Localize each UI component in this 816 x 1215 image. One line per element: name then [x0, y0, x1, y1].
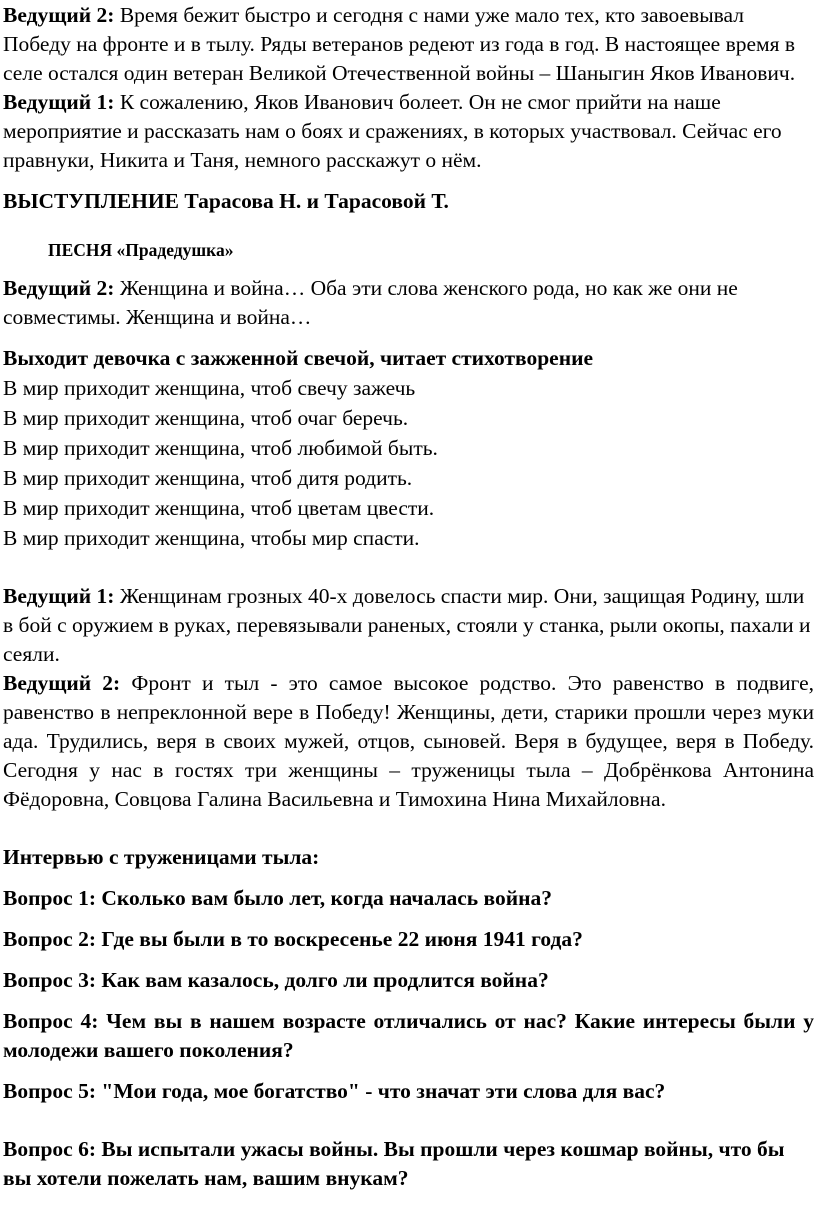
question-1: Вопрос 1: Сколько вам было лет, когда началась война?: [3, 886, 553, 910]
speaker-label: Ведущий 2:: [3, 3, 115, 27]
poem-line: В мир приходит женщина, чтоб любимой быть.: [3, 436, 438, 460]
paragraph-host2-home-front: [3, 669, 814, 814]
poem-line: В мир приходит женщина, чтоб дитя родить.: [3, 466, 413, 490]
paragraph-host1-veteran: [3, 88, 814, 175]
speaker-label: Ведущий 1:: [3, 90, 115, 114]
document-page: [0, 1, 816, 1215]
interview-heading: Интервью с труженицами тыла:: [3, 845, 320, 869]
paragraph-text: Женщина и война… Оба эти слова женского рода, но как же они не совместимы. Женщина и война…: [3, 276, 738, 329]
paragraph-text: К сожалению, Яков Иванович болеет. Он не смог прийти на наше мероприятие и рассказать нам о боях и сражениях, в которых участвовал. Сейчас его правнуки, Никита и Таня, немного расскажут о нём.: [3, 90, 782, 172]
question-5: Вопрос 5: "Мои года, мое богатство" - что значат эти слова для вас?: [3, 1079, 666, 1103]
girl-poem-heading: Выходит девочка с зажженной свечой, читает стихотворение: [3, 346, 594, 370]
performance-heading: ВЫСТУПЛЕНИЕ Тарасова Н. и Тарасовой Т.: [3, 189, 449, 213]
question-2: Вопрос 2: Где вы были в то воскресенье 22 июня 1941 года?: [3, 927, 583, 951]
paragraph-host2-intro: [3, 1, 814, 88]
poem-line: В мир приходит женщина, чтоб цветам цвести.: [3, 496, 435, 520]
poem-line: В мир приходит женщина, чтоб очаг беречь.: [3, 406, 409, 430]
poem: [3, 373, 814, 553]
paragraph-text: Женщинам грозных 40-х довелось спасти мир. Они, защищая Родину, шли в бой с оружием в руках, перевязывали раненых, стояли у станка, рыли окопы, пахали и сеяли.: [3, 584, 811, 666]
poem-line: В мир приходит женщина, чтобы мир спасти.: [3, 526, 420, 550]
question-4: Вопрос 4: Чем вы в нашем возрасте отличались от нас? Какие интересы были у молодежи вашего поколения?: [3, 1009, 814, 1062]
paragraph-host2-women: [3, 274, 814, 332]
paragraph-host1-forties: [3, 582, 814, 669]
speaker-label: Ведущий 2:: [3, 671, 121, 695]
question-3: Вопрос 3: Как вам казалось, долго ли продлится война?: [3, 968, 549, 992]
poem-line: В мир приходит женщина, чтоб свечу зажечь: [3, 376, 416, 400]
speaker-label: Ведущий 1:: [3, 584, 115, 608]
paragraph-text: Фронт и тыл - это самое высокое родство. Это равенство в подвиге, равенство в непреклонной вере в Победу! Женщины, дети, старики прошли через муки ада. Трудились, веря в своих мужей, отцов, сыновей. Веря в будущее, веря в Победу. Сегодня у нас в гостях три женщины – труженицы тыла – Добрёнкова Антонина Фёдоровна, Совцова Галина Васильевна и Тимохина Нина Михайловна.: [3, 671, 814, 811]
paragraph-text: Время бежит быстро и сегодня с нами уже мало тех, кто завоевывал Победу на фронте и в тылу. Ряды ветеранов редеют из года в год. В настоящее время в селе остался один ветеран Великой Отечественной войны – Шаныгин Яков Иванович.: [3, 3, 796, 85]
speaker-label: Ведущий 2:: [3, 276, 115, 300]
question-6: Вопрос 6: Вы испытали ужасы войны. Вы прошли через кошмар войны, что бы вы хотели пожелать нам, вашим внукам?: [3, 1137, 785, 1190]
song-heading: ПЕСНЯ «Прадедушка»: [48, 240, 234, 260]
